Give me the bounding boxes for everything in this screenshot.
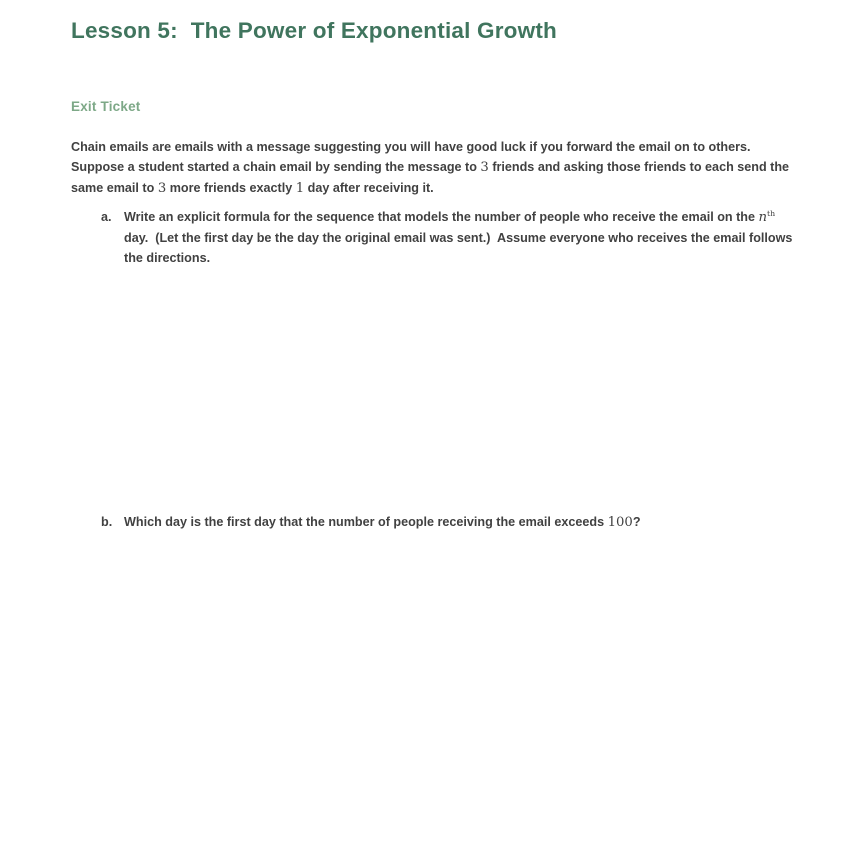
question-a (101, 207, 846, 268)
question-b-text: Which day is the first day that the number of people receiving the email exceeds 100? (124, 515, 641, 530)
question-a-text: Write an explicit formula for the sequence that models the number of people who receive the email on the $n^{th}$ day. (Let the first day be the day the original email was sent.) Assume everyone who receives the email follows the directions. (124, 208, 793, 265)
section-heading: Exit Ticket (71, 99, 141, 115)
question-b (101, 512, 846, 533)
answer-space-b (124, 535, 824, 835)
intro-paragraph: Chain emails are emails with a message suggesting you will have good luck if you forward the email on to others. Suppose a student started a chain email by sending the message to 3 friends and asking those friends to each send the same email to 3 more friends exactly 1 day after receiving it. (71, 140, 790, 196)
question-b-label: b. (101, 515, 113, 529)
question-a-label: a. (101, 210, 112, 224)
page-title: Lesson 5: The Power of Exponential Growth (71, 18, 557, 44)
answer-space-a (124, 270, 824, 505)
